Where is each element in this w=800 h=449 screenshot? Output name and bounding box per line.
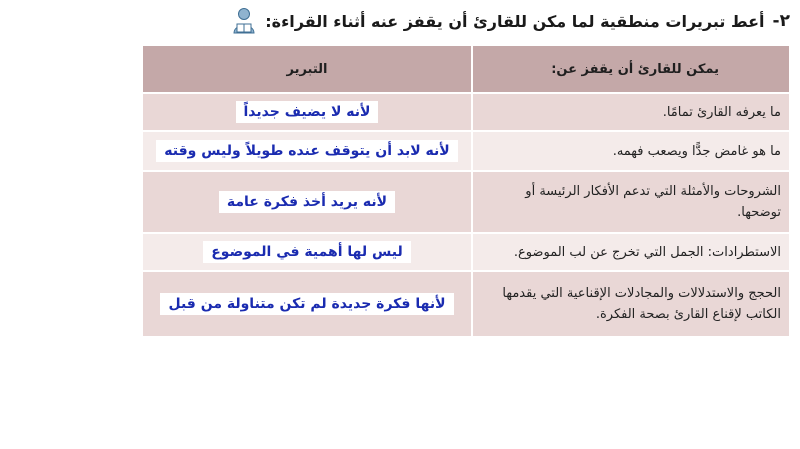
answer-text: لأنه لابد أن يتوقف عنده طويلاً وليس وقته bbox=[156, 140, 457, 162]
answer-text: لأنه لا يضيف جديداً bbox=[236, 101, 379, 123]
item-cell: الشروحات والأمثلة التي تدعم الأفكار الرئيسة أو توضحها. bbox=[525, 184, 781, 220]
question-title bbox=[231, 6, 790, 36]
table-row bbox=[143, 234, 789, 272]
answer-cell bbox=[143, 132, 473, 170]
item-cell: ما هو غامض جدًّا ويصعب فهمه. bbox=[612, 143, 781, 159]
reader-icon bbox=[231, 7, 257, 35]
item-cell: الاستطرادات: الجمل التي تخرج عن لب الموضوع. bbox=[513, 244, 781, 260]
answer-cell bbox=[143, 172, 473, 232]
table-row bbox=[143, 172, 789, 234]
table-row bbox=[143, 132, 789, 172]
answer-text: لأنها فكرة جديدة لم تكن متناولة من قبل bbox=[160, 293, 453, 315]
answer-cell bbox=[143, 94, 473, 130]
answer-cell bbox=[143, 272, 473, 336]
answer-cell bbox=[143, 234, 473, 270]
question-text: أعط تبريرات منطقية لما مكن للقارئ أن يقفز عنه أثناء القراءة: bbox=[265, 11, 765, 31]
table-header-row bbox=[143, 46, 789, 94]
header-item: يمكن للقارئ أن يقفز عن: bbox=[551, 61, 719, 77]
table-row bbox=[143, 272, 789, 336]
table-row bbox=[143, 94, 789, 132]
justification-table bbox=[143, 46, 789, 336]
item-cell: ما يعرفه القارئ تمامًا. bbox=[662, 104, 781, 120]
answer-text: لأنه يريد أخذ فكرة عامة bbox=[219, 191, 395, 213]
item-cell: الحجج والاستدلالات والمجادلات الإقناعية التي يقدمها الكاتب لإقناع القارئ بصحة الفكرة. bbox=[502, 286, 781, 322]
question-number: ٢- bbox=[772, 11, 790, 31]
header-justification: التبرير bbox=[143, 46, 473, 92]
answer-text: ليس لها أهمية في الموضوع bbox=[203, 241, 411, 263]
